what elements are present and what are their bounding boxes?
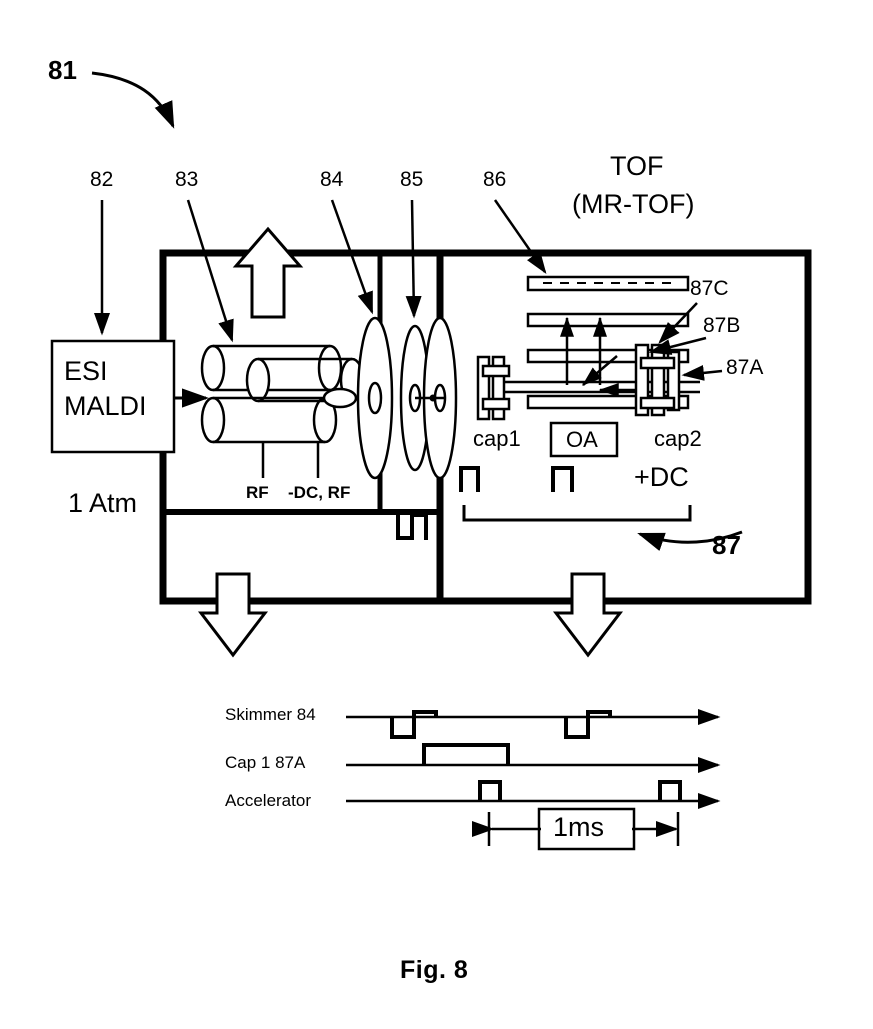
pulse-glyph-cap1 — [461, 468, 478, 492]
pump-arrow-up — [236, 229, 300, 317]
rf-label: RF — [246, 483, 269, 502]
ref-83: 83 — [175, 168, 199, 191]
tof-label-line1: TOF — [610, 151, 664, 181]
skimmer-lens-84 — [358, 318, 392, 478]
ref-87: 87 — [712, 530, 741, 560]
cap1-label: cap1 — [473, 426, 521, 451]
ref-87b: 87B — [703, 314, 741, 337]
ref-82: 82 — [90, 168, 114, 191]
pump-arrow-down-right — [556, 574, 620, 655]
source-label-maldi: MALDI — [64, 391, 147, 421]
pulse-glyph-oa — [553, 468, 572, 492]
oa-label: OA — [566, 427, 598, 452]
plus-dc-label: +DC — [634, 462, 689, 492]
lens-stack-85 — [401, 318, 456, 478]
timing-row-label-cap1: Cap 1 87A — [225, 753, 306, 772]
bracket-87 — [464, 505, 742, 542]
dc-rf-label: -DC, RF — [288, 483, 351, 502]
arrow-81 — [92, 73, 173, 126]
cap2-label: cap2 — [654, 426, 702, 451]
timing-row-label-accelerator: Accelerator — [225, 791, 311, 810]
cap2-electrodes — [636, 345, 679, 415]
ion-guide-assembly — [202, 346, 363, 478]
figure-caption: Fig. 8 — [400, 956, 469, 984]
timing-row-label-skimmer: Skimmer 84 — [225, 705, 316, 724]
pulse-glyph-skimmer — [398, 515, 426, 540]
ref-87a: 87A — [726, 356, 764, 379]
ref-84: 84 — [320, 168, 344, 191]
ref-86: 86 — [483, 168, 507, 191]
ref-87c: 87C — [690, 277, 729, 300]
source-label-esi: ESI — [64, 356, 108, 386]
cap1-electrodes — [478, 357, 509, 419]
pump-arrow-down-left — [201, 574, 265, 655]
ref-81: 81 — [48, 55, 77, 85]
ref-85: 85 — [400, 168, 424, 191]
tof-label-line2: (MR-TOF) — [572, 189, 695, 219]
atm-label: 1 Atm — [68, 488, 138, 518]
timing-diagram — [346, 712, 718, 849]
interval-label-1ms: 1ms — [553, 812, 605, 842]
